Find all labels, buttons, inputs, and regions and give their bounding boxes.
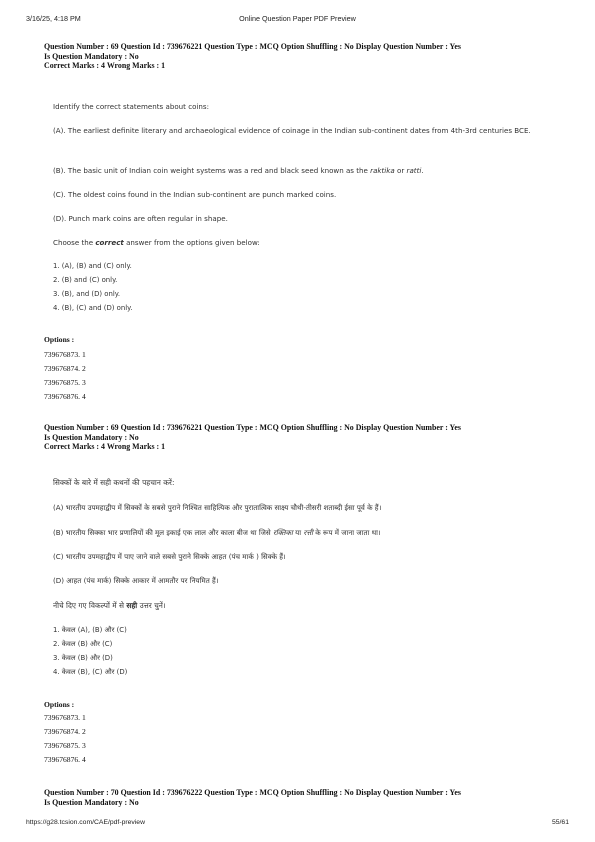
question-meta: [44, 423, 559, 452]
option-row: 739676875. 3: [44, 741, 86, 750]
answer-choice: 3. (B), and (D) only.: [53, 290, 121, 298]
question-prompt: सिक्कों के बारे में सही कथनों की पहचान करें:: [53, 478, 175, 487]
statement-c: (C). The oldest coins found in the Indian sub-continent are punch marked coins.: [53, 190, 337, 199]
question-mandatory-line: Is Question Mandatory : No: [44, 432, 139, 442]
option-row: 739676874. 2: [44, 364, 86, 373]
statement-b-term2: ratti: [406, 166, 422, 175]
option-row: 739676876. 4: [44, 755, 86, 764]
options-title: Options :: [44, 700, 75, 709]
question-mandatory-line: Is Question Mandatory : No: [44, 797, 139, 807]
question-meta-line: Question Number : 69 Question Id : 739676221 Question Type : MCQ Option Shuffling : No Display Question Number : Yes: [44, 423, 461, 432]
page-url: https://g28.tcsion.com/CAE/pdf-preview: [26, 819, 145, 826]
question-meta: [44, 788, 559, 807]
choose-instruction-pre: Choose the: [53, 238, 96, 247]
choose-instruction: [53, 238, 260, 247]
statement-b-text: (B). The basic unit of Indian coin weight systems was a red and black seed known as the: [53, 166, 371, 175]
answer-choice: 2. केवल (B) और (C): [53, 640, 113, 648]
statement-a: (A). The earliest definite literary and archaeological evidence of coinage in the Indian sub-continent dates from 4th-3rd centuries BCE.: [53, 126, 531, 135]
answer-choice: 1. (A), (B) and (C) only.: [53, 262, 132, 270]
statement-a: (A) भारतीय उपमहाद्वीप में सिक्कों के सबसे पुराने निश्चित साहित्यिक और पुरातात्विक साक्ष्य चौथी-तीसरी शताब्दी ईसा पूर्व के हैं।: [53, 503, 382, 512]
statement-b-term1: raktika: [370, 166, 395, 175]
answer-choice: 2. (B) and (C) only.: [53, 276, 118, 284]
page-counter: 55/61: [551, 819, 569, 826]
option-row: 739676873. 1: [44, 713, 86, 722]
answer-choice: 1. केवल (A), (B) और (C): [53, 626, 127, 634]
statement-b-end: के रूप में जाना जाता था।: [312, 528, 381, 537]
statement-b: [53, 166, 424, 175]
answer-choice: 4. (B), (C) and (D) only.: [53, 304, 133, 312]
question-meta-line: Question Number : 69 Question Id : 739676221 Question Type : MCQ Option Shuffling : No Display Question Number : Yes: [44, 42, 461, 51]
question-meta: [44, 42, 559, 71]
options-title: Options :: [44, 335, 75, 344]
choose-instruction-emphasis: correct: [95, 238, 124, 247]
question-meta-line: Question Number : 70 Question Id : 739676222 Question Type : MCQ Option Shuffling : No Display Question Number : Yes: [44, 788, 461, 797]
choose-instruction-post: उत्तर चुनें।: [137, 601, 166, 610]
choose-instruction-post: answer from the options given below:: [123, 238, 260, 247]
question-marks-line: Correct Marks : 4 Wrong Marks : 1: [44, 61, 166, 71]
statement-b-join: या: [292, 528, 304, 537]
statement-b-term1: रक्तिका: [272, 528, 293, 537]
choose-instruction-pre: नीचे दिए गए विकल्पों में से: [53, 601, 127, 610]
option-row: 739676875. 3: [44, 378, 86, 387]
question-marks-line: Correct Marks : 4 Wrong Marks : 1: [44, 442, 166, 452]
option-row: 739676874. 2: [44, 727, 86, 736]
statement-b: [53, 528, 381, 538]
statement-d: (D) आहत (पंच मार्क) सिक्के आकार में आमतौर पर नियमित हैं।: [53, 576, 219, 585]
statement-b-text: (B) भारतीय सिक्का भार प्रणालियों की मूल इकाई एक लाल और काला बीज था जिसे: [53, 528, 273, 537]
statement-b-join: or: [394, 166, 407, 175]
statement-b-term2: रत्ती: [303, 528, 313, 537]
answer-choice: 3. केवल (B) और (D): [53, 654, 113, 662]
print-page-title: Online Question Paper PDF Preview: [239, 14, 356, 23]
question-prompt: Identify the correct statements about coins:: [53, 102, 210, 111]
question-mandatory-line: Is Question Mandatory : No: [44, 51, 139, 61]
option-row: 739676876. 4: [44, 392, 86, 401]
choose-instruction-emphasis: सही: [126, 601, 138, 610]
print-datetime: 3/16/25, 4:18 PM: [26, 14, 81, 23]
statement-b-end: .: [421, 166, 424, 175]
statement-c: (C) भारतीय उपमहाद्वीप में पाए जाने वाले सबसे पुराने सिक्के आहत (पंच मार्क ) सिक्के हैं।: [53, 552, 286, 561]
choose-instruction: [53, 601, 166, 611]
statement-d: (D). Punch mark coins are often regular in shape.: [53, 214, 228, 223]
option-row: 739676873. 1: [44, 350, 86, 359]
answer-choice: 4. केवल (B), (C) और (D): [53, 668, 128, 676]
